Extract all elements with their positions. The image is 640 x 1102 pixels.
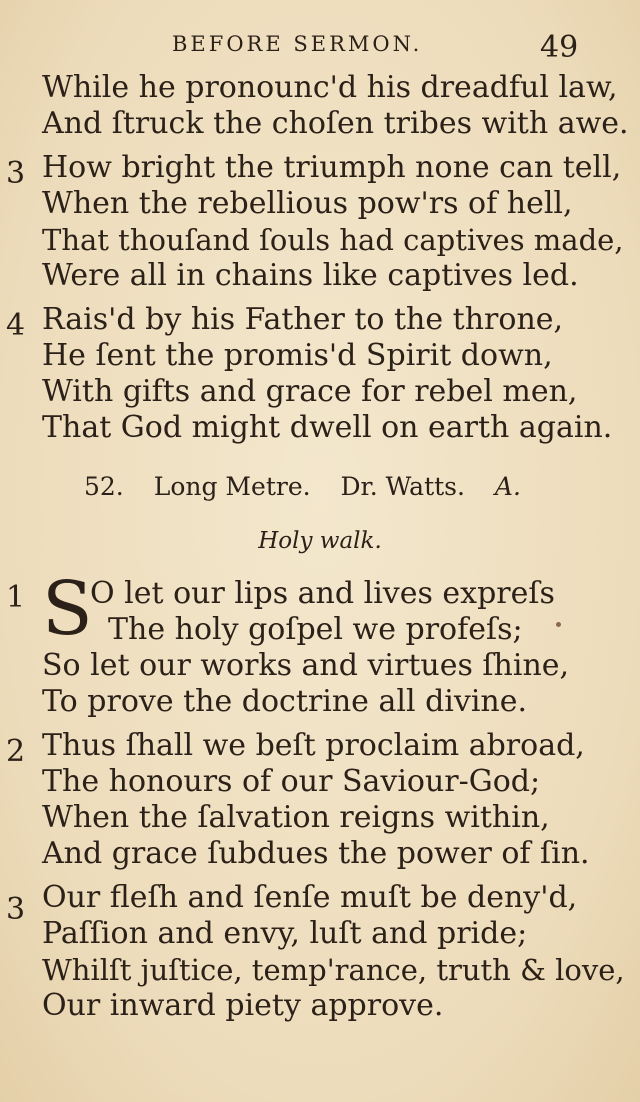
stanza-number: 4 <box>6 308 26 343</box>
hymn-tune: A. <box>494 472 521 501</box>
verse-line: The holy goſpel we profeſs; <box>108 612 523 647</box>
drop-cap: S <box>42 566 93 652</box>
verse-line: That God might dwell on earth again. <box>42 410 613 445</box>
verse-line: That thouſand ſouls had captives made, <box>42 223 624 257</box>
stanza-number: 1 <box>6 580 26 615</box>
verse-line: Were all in chains like captives led. <box>42 258 579 293</box>
verse-line: Thus ſhall we beſt proclaim abroad, <box>42 728 585 763</box>
hymn-author: Dr. Watts. <box>340 472 465 501</box>
verse-line: When the ſalvation reigns within, <box>42 800 550 835</box>
stanza-number: 2 <box>6 734 26 769</box>
verse-line: When the rebellious pow'rs of hell, <box>42 186 573 221</box>
page-number: 49 <box>540 30 579 65</box>
hymn-metre: Long Metre. <box>153 472 311 501</box>
hymn-header <box>84 472 521 501</box>
running-title: BEFORE SERMON. <box>172 32 423 56</box>
verse-line: The honours of our Saviour-God; <box>42 764 541 799</box>
verse-line: Whilſt juſtice, temp'rance, truth & love, <box>42 953 625 987</box>
verse-line: With gifts and grace for rebel men, <box>42 374 578 409</box>
verse-line: And ſtruck the choſen tribes with awe. <box>42 106 629 141</box>
verse-line: Rais'd by his Father to the throne, <box>42 302 564 337</box>
verse-line: To prove the doctrine all divine. <box>42 684 528 719</box>
hymn-number: 52. <box>84 472 124 501</box>
hymn-subject: Holy walk. <box>258 528 382 554</box>
stanza-number: 3 <box>6 156 26 191</box>
stanza-number: 3 <box>6 892 26 927</box>
verse-line: Our fleſh and ſenſe muſt be deny'd, <box>42 880 578 915</box>
verse-line: Our inward piety approve. <box>42 988 444 1023</box>
verse-line: So let our works and virtues ſhine, <box>42 648 570 683</box>
verse-line: And grace ſubdues the power of ſin. <box>42 836 590 871</box>
verse-line: How bright the triumph none can tell, <box>42 150 622 185</box>
ink-speck <box>556 622 561 627</box>
verse-line: While he pronounc'd his dreadful law, <box>42 70 618 105</box>
running-head <box>0 30 640 66</box>
verse-line: He ſent the promis'd Spirit down, <box>42 338 553 373</box>
verse-line: O let our lips and lives expreſs <box>90 576 555 611</box>
verse-line: Paſſion and envy, luſt and pride; <box>42 916 528 951</box>
